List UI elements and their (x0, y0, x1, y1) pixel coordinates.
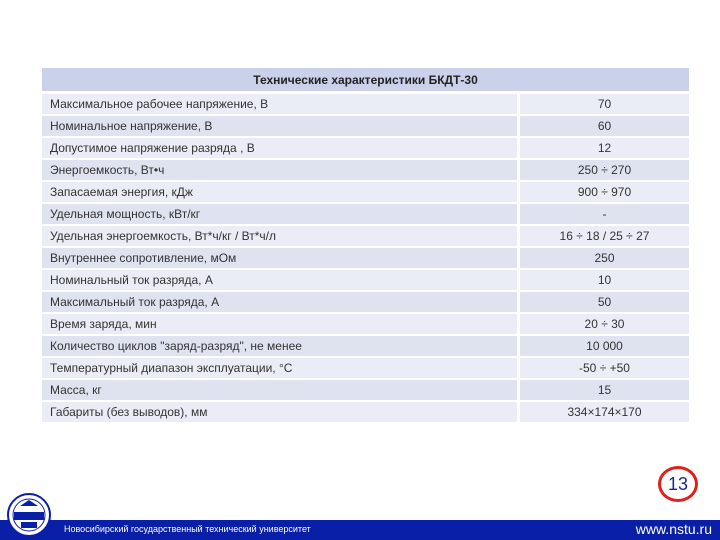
param-name: Запасаемая энергия, кДж (42, 182, 517, 202)
table-row (42, 204, 689, 224)
param-name: Максимальный ток разряда, А (42, 292, 517, 312)
param-name: Количество циклов "заряд-разряд", не менее (42, 336, 517, 356)
param-value: - (520, 204, 689, 224)
param-name: Максимальное рабочее напряжение, В (42, 94, 517, 114)
param-name: Температурный диапазон эксплуатации, °С (42, 358, 517, 378)
param-name: Удельная мощность, кВт/кг (42, 204, 517, 224)
param-name: Габариты (без выводов), мм (42, 402, 517, 422)
param-value: 20 ÷ 30 (520, 314, 689, 334)
param-name: Время заряда, мин (42, 314, 517, 334)
table-row (42, 138, 689, 158)
table-row (42, 380, 689, 400)
table-row (42, 314, 689, 334)
param-value: 10 (520, 270, 689, 290)
table-row (42, 116, 689, 136)
footer-url[interactable]: www.nstu.ru (635, 521, 712, 537)
param-name: Внутреннее сопротивление, мОм (42, 248, 517, 268)
table-row (42, 94, 689, 114)
table-row (42, 160, 689, 180)
table-row (42, 248, 689, 268)
param-value: 50 (520, 292, 689, 312)
param-name: Энергоемкость, Вт•ч (42, 160, 517, 180)
param-value: 250 ÷ 270 (520, 160, 689, 180)
university-logo (6, 492, 52, 538)
param-name: Номинальное напряжение, В (42, 116, 517, 136)
param-name: Масса, кг (42, 380, 517, 400)
table-row (42, 358, 689, 378)
param-value: 60 (520, 116, 689, 136)
param-name: Удельная энергоемкость, Вт*ч/кг / Вт*ч/л (42, 226, 517, 246)
param-value: -50 ÷ +50 (520, 358, 689, 378)
table-row (42, 270, 689, 290)
param-value: 10 000 (520, 336, 689, 356)
param-name: Допустимое напряжение разряда , В (42, 138, 517, 158)
table-row (42, 402, 689, 422)
param-value: 900 ÷ 970 (520, 182, 689, 202)
param-value: 250 (520, 248, 689, 268)
table-row (42, 226, 689, 246)
page-number-badge: 13 (658, 466, 698, 502)
param-name: Номинальный ток разряда, А (42, 270, 517, 290)
param-value: 12 (520, 138, 689, 158)
footer-university: Новосибирский государственный технический университет (64, 524, 311, 534)
table-title: Технические характеристики БКДТ-30 (42, 68, 689, 91)
spec-table (42, 94, 689, 424)
param-value: 334×174×170 (520, 402, 689, 422)
table-row (42, 182, 689, 202)
param-value: 70 (520, 94, 689, 114)
param-value: 16 ÷ 18 / 25 ÷ 27 (520, 226, 689, 246)
param-value: 15 (520, 380, 689, 400)
table-row (42, 336, 689, 356)
table-row (42, 292, 689, 312)
